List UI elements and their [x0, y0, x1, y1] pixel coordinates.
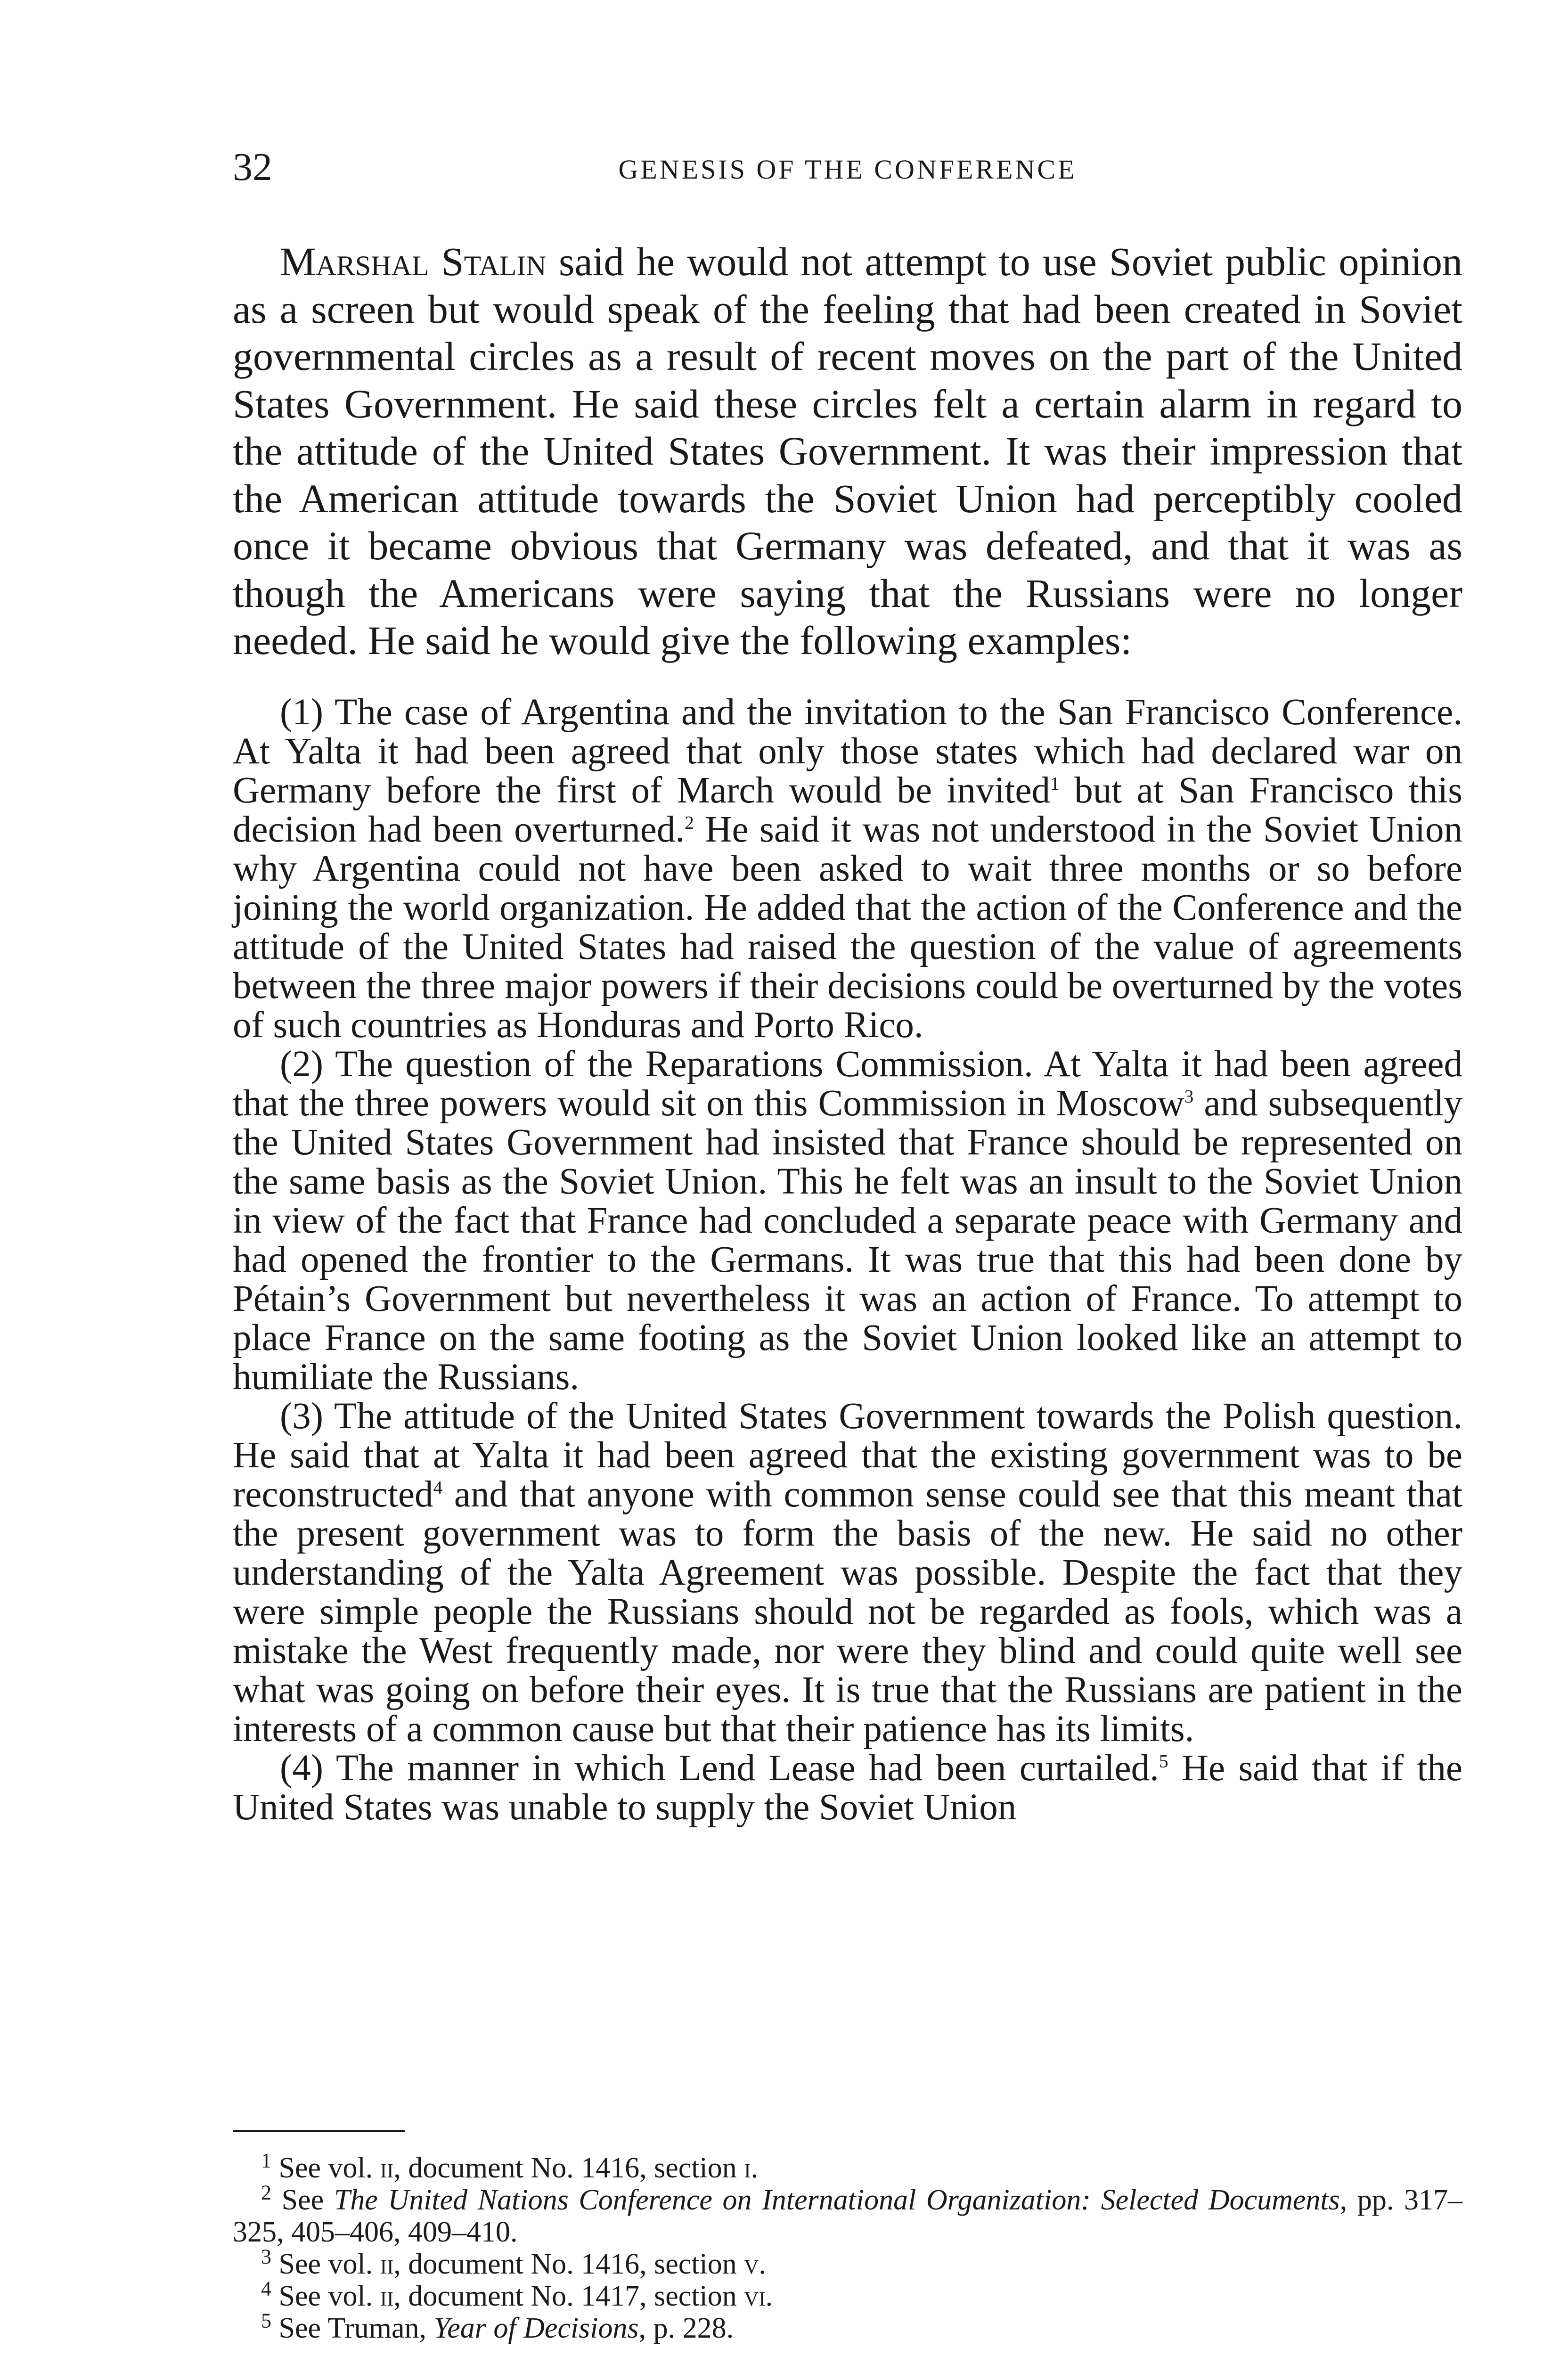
example-3-text-a: (3) The attitude of the United States Government towards the Polish question. He said that at Yalta it had been agreed that the existing government was to be reconstructed	[233, 1395, 1462, 1515]
footnote-ref-1: 1	[1050, 773, 1060, 794]
lead-paragraph	[233, 238, 1462, 664]
footnote-number: 1	[261, 2149, 271, 2172]
footnote-ref-4: 4	[433, 1477, 443, 1498]
example-3	[233, 1397, 1462, 1749]
example-1	[233, 693, 1462, 1045]
page-number: 32	[233, 145, 272, 189]
example-4-text-b: He said that if the United States was unable to supply the Soviet Union	[233, 1747, 1462, 1828]
footnote-text: See vol.	[278, 2248, 380, 2280]
footnote-rule	[233, 2130, 405, 2132]
footnote-ref-3: 3	[1184, 1086, 1194, 1107]
footnote-text: .	[751, 2152, 759, 2184]
footnotes	[233, 2130, 1462, 2344]
footnote-3	[233, 2245, 1462, 2280]
footnote-number: 2	[261, 2181, 271, 2204]
footnote-text: See	[281, 2184, 334, 2216]
footnote-text: .	[765, 2280, 773, 2312]
example-2-text-a: (2) The question of the Reparations Commission. At Yalta it had been agreed that the three powers would sit on this Commission in Moscow	[233, 1043, 1462, 1124]
cited-title: Year of Decisions	[433, 2312, 639, 2344]
cited-title: The United Nations Conference on International Organization: Selected Documents	[334, 2184, 1340, 2216]
footnote-number: 3	[261, 2245, 271, 2268]
footnote-ref-2: 2	[685, 812, 694, 833]
lead-text: said he would not attempt to use Soviet public opinion as a screen but would speak of the feeling that had been created in Soviet governmental circles as a result of recent moves on the part of the United States Government. He said these circles felt a certain alarm in regard to the attitude of the United States Government. It was their impression that the American attitude towards the Soviet Union had perceptibly cooled once it became obvious that Germany was defeated, and that it was as though the Americans were saying that the Russians were no longer needed. He said he would give the following examples:	[233, 239, 1463, 663]
body-text	[233, 238, 1462, 1827]
section-numeral: v	[744, 2248, 759, 2280]
footnote-4	[233, 2277, 1462, 2312]
footnote-ref-5: 5	[1159, 1751, 1168, 1772]
volume-numeral: ii	[380, 2280, 394, 2312]
footnote-text: , document No. 1417, section	[393, 2280, 744, 2312]
footnote-1	[233, 2149, 1462, 2184]
running-head: GENESIS OF THE CONFERENCE	[618, 154, 1077, 185]
footnote-2	[233, 2181, 1462, 2248]
example-4	[233, 1749, 1462, 1827]
page-header	[233, 144, 1462, 191]
section-numeral: vi	[744, 2280, 766, 2312]
footnote-text: See vol.	[278, 2280, 380, 2312]
footnote-text: .	[759, 2248, 766, 2280]
footnote-text: , p. 228.	[638, 2312, 734, 2344]
example-4-text-a: (4) The manner in which Lend Lease had been curtailed.	[280, 1747, 1159, 1789]
example-3-text-b: and that anyone with common sense could see that this meant that the present government was to form the basis of the new. He said no other understanding of the Yalta Agreement was possible. Despite the fact that they were simple people the Russians should not be regarded as fools, which was a mistake the West frequently made, nor were they blind and could quite well see what was going on before their eyes. It is true that the Russians are patient in the interests of a common cause but that their patience has its limits.	[233, 1473, 1462, 1750]
example-2	[233, 1045, 1462, 1397]
section-numeral: i	[744, 2152, 751, 2184]
footnote-text: , document No. 1416, section	[393, 2152, 744, 2184]
volume-numeral: ii	[380, 2248, 394, 2280]
footnote-text: See vol.	[278, 2152, 380, 2184]
footnote-number: 5	[261, 2309, 271, 2332]
example-2-text-b: and subsequently the United States Government had insisted that France should be represented on the same basis as the Soviet Union. This he felt was an insult to the Soviet Union in view of the fact that France had concluded a separate peace with Germany and had opened the frontier to the Germans. It was true that this had been done by Pétain’s Government but nevertheless it was an action of France. To attempt to place France on the same footing as the Soviet Union looked like an attempt to humiliate the Russians.	[233, 1082, 1462, 1398]
example-1-text-b: but at San Francisco this decision had been overturned.	[233, 769, 1462, 850]
volume-numeral: ii	[380, 2152, 394, 2184]
footnote-text: , pp. 317–325, 405–406, 409–410.	[233, 2184, 1462, 2248]
footnote-text: See Truman,	[278, 2312, 434, 2344]
footnote-5	[233, 2309, 1462, 2344]
example-1-text-a: (1) The case of Argentina and the invitation to the San Francisco Conference. At Yalta it had been agreed that only those states which had declared war on Germany before the first of March would be invited	[233, 691, 1462, 811]
example-1-text-c: He said it was not understood in the Soviet Union why Argentina could not have been asked to wait three months or so before joining the world organization. He added that the action of the Conference and the attitude of the United States had raised the question of the value of agreements between the three major powers if their decisions could be overturned by the votes of such countries as Honduras and Porto Rico.	[233, 809, 1463, 1046]
speaker-name: Marshal Stalin	[280, 239, 547, 284]
footnote-text: , document No. 1416, section	[393, 2248, 744, 2280]
footnote-number: 4	[261, 2277, 271, 2300]
